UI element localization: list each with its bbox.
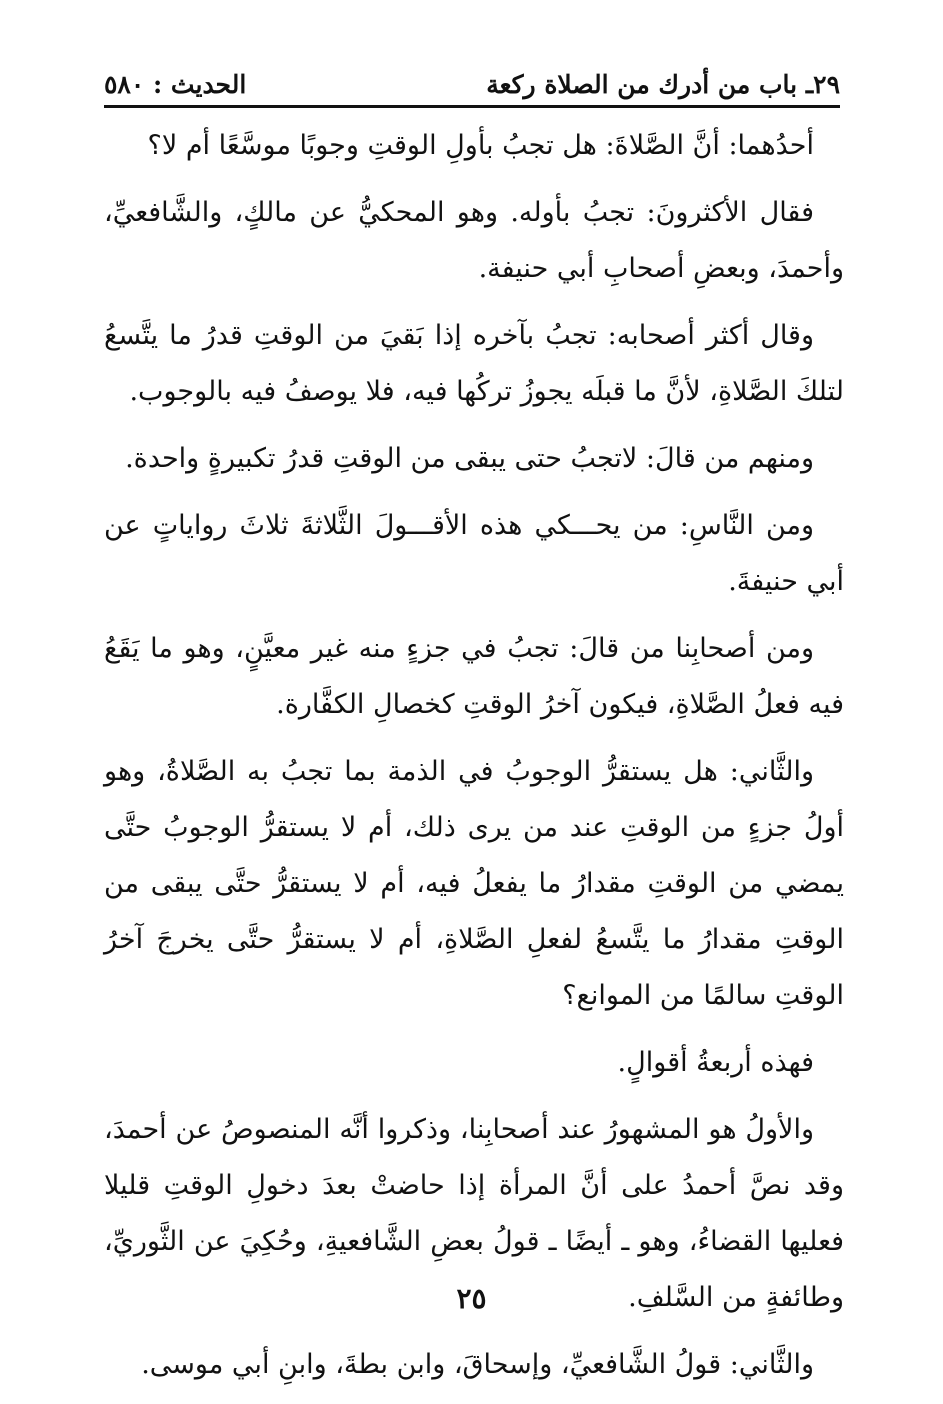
page-body bbox=[104, 118, 844, 1404]
page-number: ٢٥ bbox=[456, 1282, 487, 1315]
paragraph: وقال أكثر أصحابه: تجبُ بآخره إذا بَقيَ من الوقتِ قدرُ ما يتَّسعُ لتلكَ الصَّلاةِ، لأنَّ ما قبلَه يجوزُ تركُها فيه، فلا يوصفُ فيه بالوجوب. bbox=[104, 320, 844, 407]
running-header bbox=[104, 62, 840, 102]
paragraph: فهذه أربعةُ أقوالٍ. bbox=[617, 1047, 814, 1078]
paragraph: فقال الأكثرونَ: تجبُ بأوله. وهو المحكيُّ عن مالكٍ، والشَّافعيِّ، وأحمدَ، وبعضِ أصحابِ أبي حنيفة. bbox=[104, 197, 844, 284]
header-divider bbox=[104, 105, 840, 108]
chapter-title: ٢٩ـ باب من أدرك من الصلاة ركعة bbox=[486, 70, 840, 99]
paragraph: والأولُ هو المشهورُ عند أصحابِنا، وذكروا أنَّه المنصوصُ عن أحمدَ، وقد نصَّ أحمدُ على أنَّ المرأة إذا حاضتْ بعدَ دخولِ الوقتِ قليلا فعليها القضاءُ، وهو ـ أيضًا ـ قولُ بعضِ الشَّافعيةِ، وحُكِيَ عن الثَّوريِّ، وطائفةٍ من السَّلفِ. bbox=[104, 1114, 844, 1313]
paragraph: ومن أصحابِنا من قالَ: تجبُ في جزءٍ منه غير معيَّنٍ، وهو ما يَقَعُ فيه فعلُ الصَّلاةِ، فيكون آخرُ الوقتِ كخصالِ الكفَّارة. bbox=[104, 633, 844, 720]
paragraph: ومن النَّاسِ: من يحـــكي هذه الأقـــولَ الثَّلاثةَ ثلاثَ رواياتٍ عن أبي حنيفةَ. bbox=[104, 510, 844, 597]
paragraph: أحدُهما: أنَّ الصَّلاةَ: هل تجبُ بأولِ الوقتِ وجوبًا موسَّعًا أم لا؟ bbox=[147, 130, 814, 161]
paragraph: والثَّاني: قولُ الشَّافعيِّ، وإسحاقَ، وابن بطةَ، وابنِ أبي موسى. bbox=[141, 1349, 814, 1380]
paragraph: والثَّاني: هل يستقرُّ الوجوبُ في الذمة بما تجبُ به الصَّلاةُ، وهو أولُ جزءٍ من الوقتِ عند من يرى ذلك، أم لا يستقرُّ الوجوبُ حتَّى يمضي من الوقتِ مقدارُ ما يفعلُ فيه، أم لا يستقرُّ حتَّى يبقى من الوقتِ مقدارُ ما يتَّسعُ لفعلِ الصَّلاةِ، أم لا يستقرُّ حتَّى يخرجَ آخرُ الوقتِ سالمًا من الموانع؟ bbox=[104, 756, 844, 1011]
hadith-number: الحديث : ٥٨٠ bbox=[104, 70, 247, 99]
paragraph: ومنهم من قالَ: لاتجبُ حتى يبقى من الوقتِ قدرُ تكبيرةٍ واحدة. bbox=[125, 443, 814, 474]
